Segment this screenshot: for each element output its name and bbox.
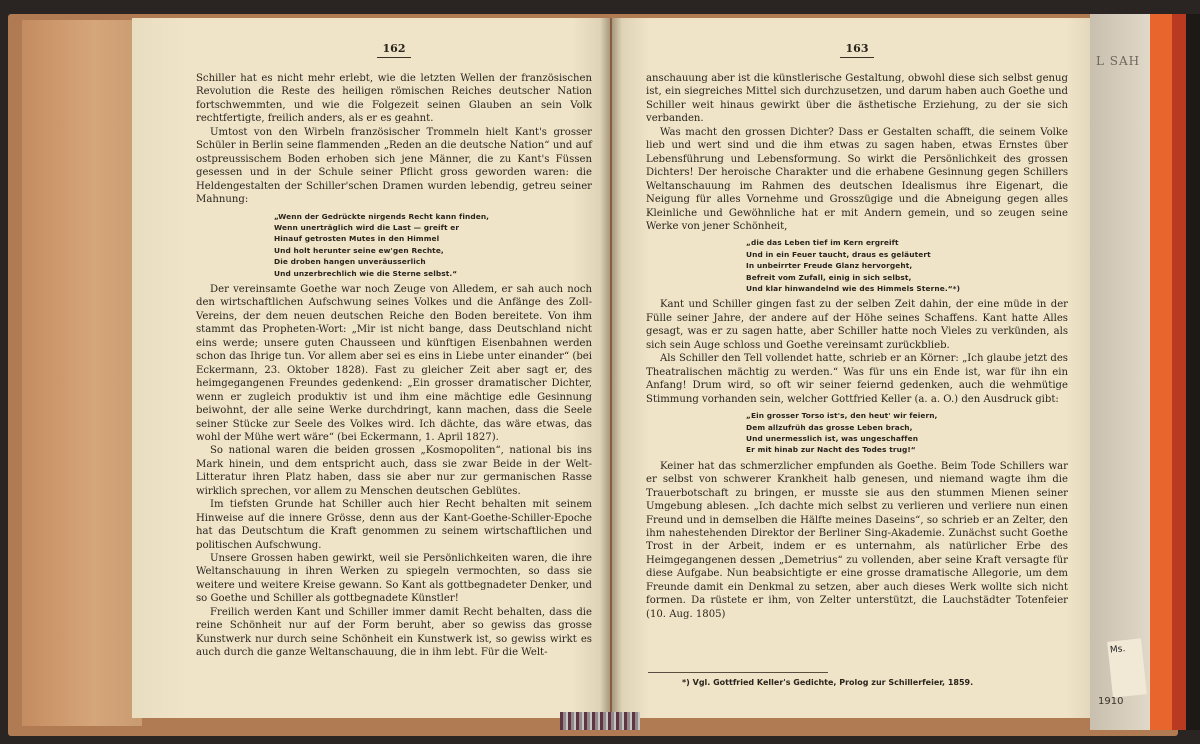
spine-label: L SAH [1096,54,1141,68]
page-number-left: 162 [196,42,592,58]
verse-line: In unbeirrter Freude Glanz hervorgeht, [746,261,913,271]
verse-quote [274,211,592,279]
paragraph: Was macht den grossen Dichter? Dass er Gestalten schafft, die seinem Volke lieb und wert sind und die ihm etwas zu sagen haben, etwas Ernstes über Lebensführung und Lebensformung. So wirkt die Persönlichkeit des grossen Dichters! Der heroische Charakter und die erhabene Gesinnung gegen Schillers Weltanschauung im Rahmen des deutschen Idealismus ihre Eigenart, die Neigung für alles Vornehme und Grosszügige und die Abneigung gegen alles Kleinliche und Gewöhnliche hat er mit Andern gemein, und so zeugen seine Werke von jener Schönheit, [646,126,1068,232]
paragraph: Keiner hat das schmerzlicher empfunden als Goethe. Beim Tode Schillers war er selbst von schwerer Krankheit halb genesen, und niemand wagte ihm die Trauerbotschaft zu bringen, er musste sie aus den stummen Mienen seiner Umgebung ablesen. „Ich dachte mich selbst zu verlieren und verliere nun einen Freund und in demselben die Hälfte meines Daseins“, so schrieb er an Zelter, den ihm nahestehenden Direktor der Berliner Sing-Akademie. Zunächst sucht Goethe Trost in der Arbeit, indem er es unternahm, als natürlicher Erbe des Heimgegangenen dessen „Demetrius“ zu vollenden, aber seine Kraft versagte für diese Aufgabe. Nun beabsichtigte er eine grosse dramatische Allegorie, um dem Freunde damit ein Denkmal zu setzen, aber auch dieses Werk wollte sich nicht formen. Da rüstete er ihm, von Zelter unterstützt, die Lauchstädter Totenfeier (10. Aug. 1805) [646,460,1068,620]
red-folder-edge [1172,14,1186,730]
orange-folder-edge [1150,14,1172,730]
paragraph: Als Schiller den Tell vollendet hatte, schrieb er an Körner: „Ich glaube jetzt des Theatralischen mächtig zu werden.“ Was für uns ein Ende ist, war für ihn ein Anfang! Drum wird, so oft wir seiner feiernd gedenken, auch die wehmütige Stimmung vorhanden sein, welcher Gottfried Keller (a. a. O.) den Ausdruck gibt: [646,353,1068,405]
endpaper [22,20,142,726]
verse-line: „die das Leben tief im Kern ergreift [746,238,899,248]
paragraph: Unsere Grossen haben gewirkt, weil sie Persönlichkeiten waren, die ihre Weltanschauung in ihren Werken zu spiegeln vermochten, so dass sie weitere und weitere Kreise gewann. So Kant als gottbegnadeter Denker, und so Goethe und Schiller als gottbegnadete Künstler! [196,553,592,605]
verse-line: Und holt herunter seine ew'gen Rechte, [274,245,444,255]
verse-quote [746,410,1068,456]
verse-line: Und unzerbrechlich wie die Sterne selbst.“ [274,268,458,278]
paragraph: Kant und Schiller gingen fast zu der selben Zeit dahin, der eine müde in der Fülle seiner Jahre, der andere auf der Höhe seines Schaffens. Kant hatte Alles gesagt, was er zu sagen hatte, aber Schiller hatte noch Vieles zu verkünden, als sich sein Auge schloss und Goethe vereinsamt zurückblieb. [646,299,1068,351]
page-number-right: 163 [646,42,1068,58]
verse-line: Er mit hinab zur Nacht des Todes trug!“ [746,445,916,455]
verse-line: „Wenn der Gedrückte nirgends Recht kann finden, [274,211,490,221]
headband-ribbon [560,712,640,730]
paragraph: anschauung aber ist die künstlerische Gestaltung, obwohl diese sich selbst genug ist, ein siegreiches Mittel sich durchzusetzen, und darum haben auch Goethe und Schiller weit hinaus gewirkt über die ästhetische Erziehung, zu der sie sich verbanden. [646,73,1068,125]
verse-line: Und klar hinwandelnd wie des Himmels Sterne.“*) [746,284,961,294]
left-page [132,18,610,718]
footnote-rule [648,672,828,673]
verse-quote [746,237,1068,294]
verse-line: Wenn unerträglich wird die Last — greift er [274,222,460,232]
paragraph: Umtost von den Wirbeln französischer Trommeln hielt Kant's grosser Schüler in Berlin seine flammenden „Reden an die deutsche Nation“ und auf ostpreussischem Boden erhoben sich jene Männer, die zu Kant's Füssen gesessen und in der Schule seiner Pflicht gross geworden waren: die Heldengestalten der Schiller'schen Dramen wurden lebendig, getreu seiner Mahnung: [196,126,592,206]
adjacent-book-spine [1090,14,1150,730]
verse-line: Hinauf getrosten Mutes in den Himmel [274,234,440,244]
verse-line: Befreit vom Zufall, einig in sich selbst, [746,272,912,282]
dark-background-edge [1186,14,1200,730]
footnote: *) Vgl. Gottfried Keller's Gedichte, Prolog zur Schillerfeier, 1859. [682,678,974,687]
edge-tab-label: 1910 [1098,696,1124,707]
book-gutter [600,18,622,718]
verse-line: „Ein grosser Torso ist's, den heut' wir feiern, [746,411,938,421]
catalog-stamp: Ms. [1107,638,1147,697]
verse-line: Dem allzufrüh das grosse Leben brach, [746,422,913,432]
paragraph: Freilich werden Kant und Schiller immer damit Recht behalten, dass die reine Schönheit nur auf der Form beruht, aber so gewiss das grosse Kunstwerk nur durch seine Schönheit ein Kunstwerk ist, so gewiss wirkt es auch durch die ganze Weltanschauung, die in ihm lebt. Für die Welt- [196,606,592,659]
verse-line: Die droben hangen unveräusserlich [274,257,426,267]
verse-line: Und unermesslich ist, was ungeschaffen [746,433,919,443]
paragraph: So national waren die beiden grossen „Kosmopoliten“, national bis ins Mark hinein, und dem entspricht auch, dass sie zwar Beide in der Welt-Litteratur ihren Platz haben, dass sie aber nur zur germanischen Rasse wirklich sprechen, vor allem zu Menschen deutschen Geblütes. [196,445,592,497]
paragraph: Der vereinsamte Goethe war noch Zeuge von Alledem, er sah auch noch den wirtschaftlichen Aufschwung seines Volkes und die Anfänge des Zoll-Vereins, der dem neuen deutschen Reiche den Boden bereitete. Von ihm stammt das Propheten-Wort: „Mir ist nicht bange, dass Deutschland nicht eins werde; unsere guten Chausseen und künftigen Eisenbahnen werden schon das Ihrige tun. Vor allem aber sei es eins in Liebe unter einander“ (bei Eckermann, 23. Oktober 1828). Fast zu gleicher Zeit aber sagt er, des heimgegangenen Freundes gedenkend: „Ein grosser dramatischer Dichter, wenn er zugleich produktiv ist und ihm eine mächtige edle Gesinnung beiwohnt, der alle seine Werke durchdringt, kann machen, dass die Seele seiner Stücke zur Seele des Volkes wird. Ich dächte, das wäre etwas, das wohl der Mühe wert wäre“ (bei Eckermann, 1. April 1827). [196,283,592,443]
paragraph: Im tiefsten Grunde hat Schiller auch hier Recht behalten mit seinem Hinweise auf die innere Grösse, denn aus der Kant-Goethe-Schiller-Epoche hat das Deutschtum die Kraft genommen zu seinem wirtschaftlichen und politischen Aufschwung. [196,499,592,551]
verse-line: Und in ein Feuer taucht, draus es geläutert [746,249,931,259]
paragraph: Schiller hat es nicht mehr erlebt, wie die letzten Wellen der französischen Revolution die Reste des heiligen römischen Reiches deutscher Nation fortschwemmten, und wie die Folgezeit seinen Glauben an sein Volk rechtfertigte, freilich anders, als er es geahnt. [196,73,592,125]
right-page [612,18,1090,718]
